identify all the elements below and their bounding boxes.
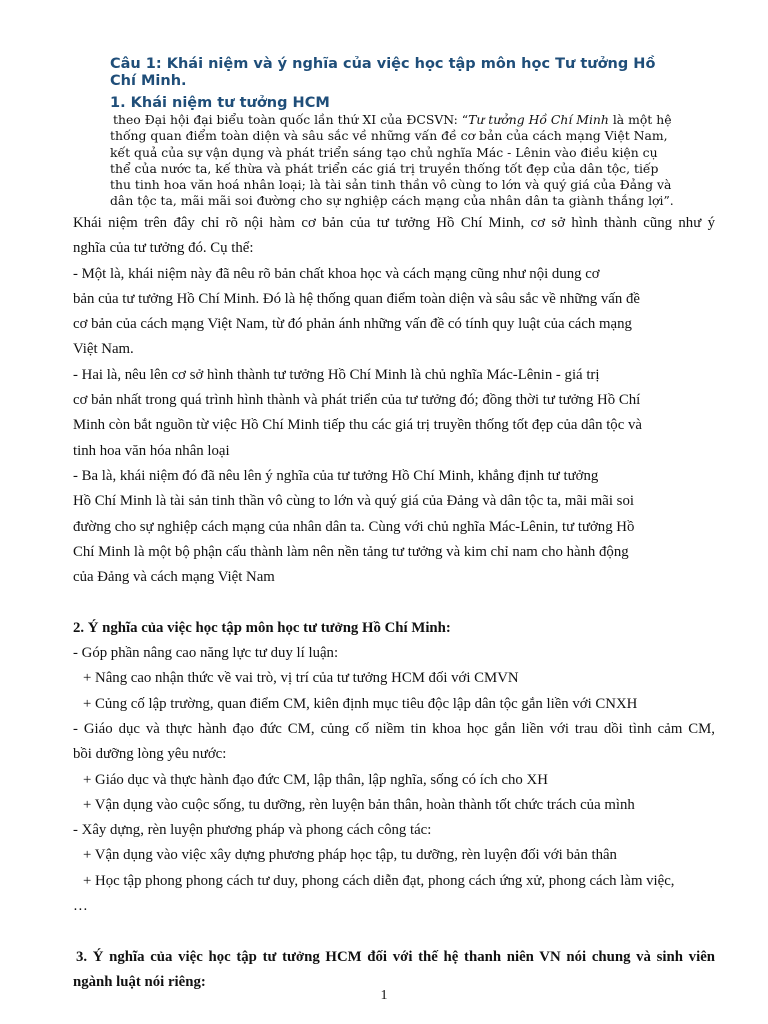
- body-line: Khái niệm trên đây chỉ rõ nội hàm cơ bản của tư tưởng Hồ Chí Minh, cơ sở hình thành cũng như ý: [73, 215, 715, 231]
- body-line: Hồ Chí Minh là tài sản tinh thần vô cùng to lớn và quý giá của Đảng và dân tộc ta, mãi mãi soi: [73, 493, 634, 510]
- spacer: [73, 919, 715, 944]
- section2-line: + Nâng cao nhận thức về vai trò, vị trí của tư tưởng HCM đối với CMVN: [83, 670, 519, 687]
- section2-line: + Học tập phong phong cách tư duy, phong cách diễn đạt, phong cách ứng xử, phong cách làm việc,: [83, 872, 675, 889]
- section1-heading: 1. Khái niệm tư tưởng HCM: [110, 95, 330, 111]
- section2-line: - Xây dựng, rèn luyện phương pháp và phong cách công tác:: [73, 822, 432, 839]
- section2-line: + Vận dụng vào việc xây dựng phương pháp học tập, tu dưỡng, rèn luyện đối với bản thân: [83, 847, 617, 864]
- definition-paragraph: [110, 112, 678, 210]
- body-line: đường cho sự nghiệp cách mạng của nhân dân ta. Cùng với chủ nghĩa Mác-Lênin, tư tưởng Hồ: [73, 518, 635, 535]
- body-line: của Đảng và cách mạng Việt Nam: [73, 569, 275, 586]
- section2-heading: 2. Ý nghĩa của việc học tập môn học tư tưởng Hồ Chí Minh:: [73, 619, 451, 636]
- section2-line: + Giáo dục và thực hành đạo đức CM, lập thân, lập nghĩa, sống có ích cho XH: [83, 771, 548, 788]
- section2-line: - Góp phần nâng cao năng lực tư duy lí luận:: [73, 645, 339, 662]
- section3-heading: 3. Ý nghĩa của việc học tập tư tưởng HCM đối với thế hệ thanh niên VN nói chung và sinh viên: [76, 948, 715, 965]
- section2-line: + Vận dụng vào cuộc sống, tu dưỡng, rèn luyện bản thân, hoàn thành tốt chức trách của mình: [83, 796, 635, 813]
- section2-line: bồi dưỡng lòng yêu nước:: [73, 746, 227, 763]
- body-line: nghĩa của tư tưởng đó. Cụ thể:: [73, 240, 254, 257]
- definition-prefix: theo Đại hội đại biểu toàn quốc lần thứ XI của ĐCSVN: “: [113, 112, 469, 127]
- page-number: 1: [380, 988, 388, 1003]
- body-line: Chí Minh là một bộ phận cấu thành làm nên nền tảng tư tưởng và kim chỉ nam cho hành động: [73, 543, 629, 560]
- body-line: tinh hoa văn hóa nhân loại: [73, 442, 230, 459]
- definition-body: là một hệ thống quan điểm toàn diện và sâu sắc về những vấn đề cơ bản của cách mạng Việt Nam, kết quả của sự vận dụng và phát triển sáng tạo chủ nghĩa Mác - Lênin vào điều kiện cụ thể của nước ta, kế thừa và phát triển các giá trị truyền thống tốt đẹp của dân tộc, tiếp thu tinh hoa văn hoá nhân loại; là tài sản tinh thần vô cùng to lớn và quý giá của Đảng và dân tộc ta, mãi mãi soi đường cho sự nghiệp cách mạng của nhân dân ta giành thắng lợi”.: [110, 112, 674, 209]
- body-line: - Ba là, khái niệm đó đã nêu lên ý nghĩa của tư tưởng Hồ Chí Minh, khẳng định tư tưởng: [73, 467, 599, 484]
- section3-heading-cont: ngành luật nói riêng:: [73, 973, 206, 990]
- body-line: bản của tư tưởng Hồ Chí Minh. Đó là hệ thống quan điểm toàn diện và sâu sắc về những vấn đề: [73, 290, 640, 307]
- section2-line: - Giáo dục và thực hành đạo đức CM, củng cố niềm tin khoa học gắn liền với trau dồi tình cảm CM,: [73, 720, 715, 737]
- body-line: - Hai là, nêu lên cơ sở hình thành tư tưởng Hồ Chí Minh là chủ nghĩa Mác-Lênin - giá trị: [73, 366, 600, 383]
- spacer: [73, 590, 715, 615]
- body-line: cơ bản của cách mạng Việt Nam, từ đó phản ánh những vấn đề có tính quy luật của cách mạng: [73, 316, 632, 333]
- question-title: Câu 1: Khái niệm và ý nghĩa của việc học tập môn học Tư tưởng Hồ Chí Minh.: [110, 56, 656, 89]
- heading-block: [110, 56, 680, 112]
- section2-line: + Củng cố lập trường, quan điểm CM, kiên định mục tiêu độc lập dân tộc gắn liền với CNXH: [83, 695, 638, 712]
- section2-line: …: [73, 898, 88, 915]
- document-body: [73, 211, 715, 995]
- body-line: Minh còn bắt nguồn từ việc Hồ Chí Minh tiếp thu các giá trị truyền thống tốt đẹp của dân tộc và: [73, 417, 642, 434]
- body-line: Việt Nam.: [73, 341, 134, 358]
- definition-term: Tư tưởng Hồ Chí Minh: [468, 112, 609, 127]
- body-line: - Một là, khái niệm này đã nêu rõ bản chất khoa học và cách mạng cũng như nội dung cơ: [73, 265, 600, 282]
- body-line: cơ bản nhất trong quá trình hình thành và phát triển của tư tưởng đó; đồng thời tư tưởng Hồ Chí: [73, 392, 641, 409]
